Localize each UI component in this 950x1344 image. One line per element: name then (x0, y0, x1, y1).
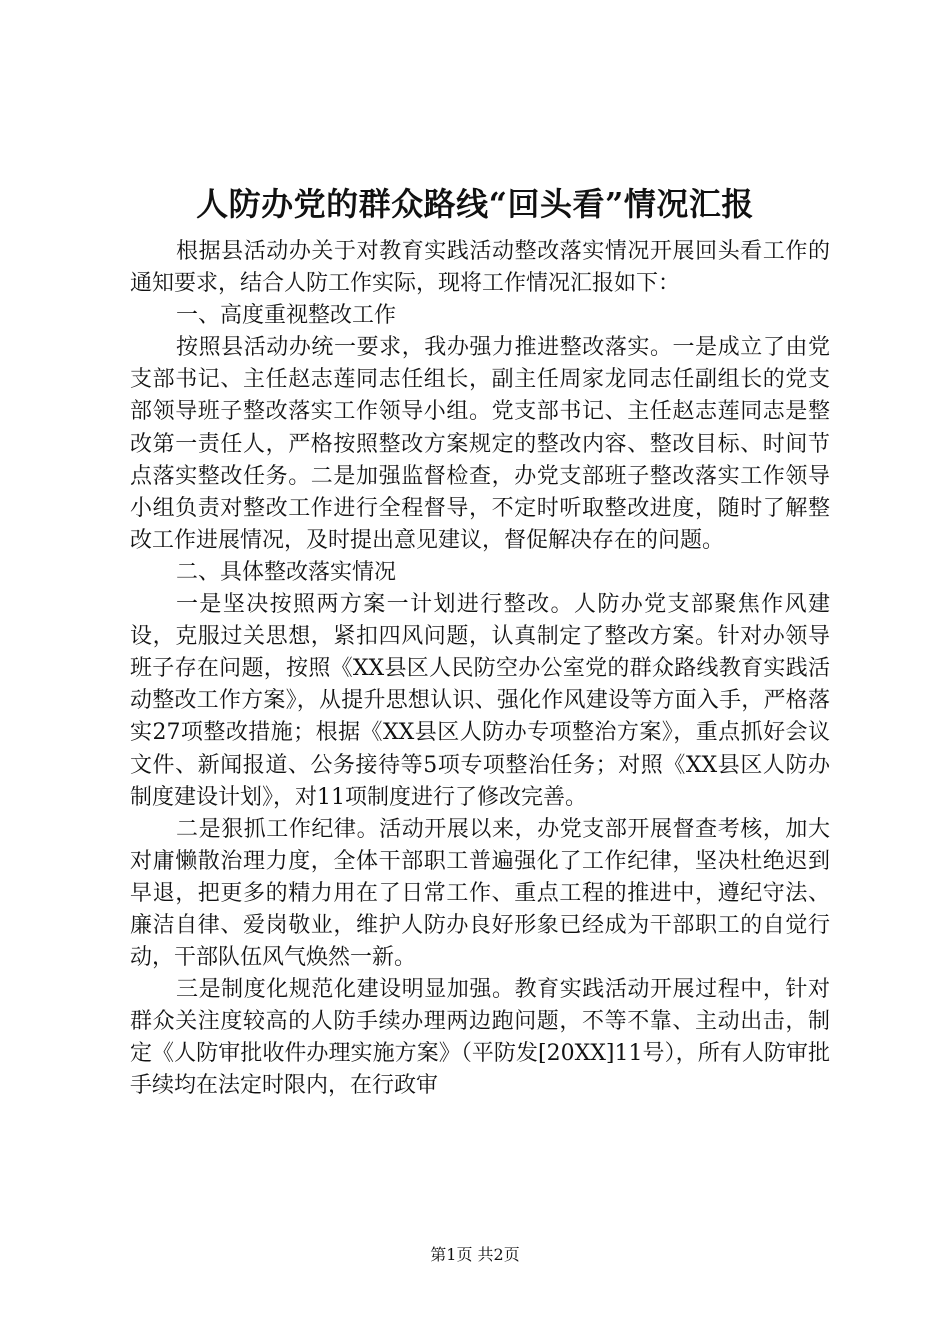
section-heading-1: 一、高度重视整改工作 (176, 303, 397, 329)
document-title: 人防办党的群众路线“回头看”情况汇报 (196, 185, 754, 223)
section-2-paragraph-1: 一是坚决按照两方案一计划进行整改。人防办党支部聚焦作风建设，克服过关思想，紧扣四风问题，认真制定了整改方案。针对办领导班子存在问题，按照《XX县区人民防空办公室党的群众路线教育实践活动整改工作方案》，从提升思想认识、强化作风建设等方面入手，严格落实27项整改措施；根据《XX县区人防办专项整治方案》，重点抓好会议文件、新闻报道、公务接待等5项专项整治任务；对照《XX县区人防办制度建设计划》，对11项制度进行了修改完善。 (130, 592, 830, 810)
section-1-paragraph: 按照县活动办统一要求，我办强力推进整改落实。一是成立了由党支部书记、主任赵志莲同志任组长，副主任周家龙同志任副组长的党支部领导班子整改落实工作领导小组。党支部书记、主任赵志莲同志是整改第一责任人，严格按照整改方案规定的整改内容、整改目标、时间节点落实整改任务。二是加强监督检查，办党支部班子整改落实工作领导小组负责对整改工作进行全程督导，不定时听取整改进度，随时了解整改工作进展情况，及时提出意见建议，督促解决存在的问题。 (130, 335, 830, 553)
intro-paragraph: 根据县活动办关于对教育实践活动整改落实情况开展回头看工作的通知要求，结合人防工作实际，现将工作情况汇报如下： (130, 239, 830, 297)
section-2-paragraph-3: 三是制度化规范化建设明显加强。教育实践活动开展过程中，针对群众关注度较高的人防手续办理两边跑问题，不等不靠、主动出击，制定《人防审批收件办理实施方案》（平防发[20XX]11号），所有人防审批手续均在法定时限内，在行政审 (130, 977, 830, 1099)
document-body (130, 236, 830, 1103)
section-2-paragraph-2: 二是狠抓工作纪律。活动开展以来，办党支部开展督查考核，加大对庸懒散治理力度，全体干部职工普遍强化了工作纪律，坚决杜绝迟到早退，把更多的精力用在了日常工作、重点工程的推进中，遵纪守法、廉洁自律、爱岗敬业，维护人防办良好形象已经成为干部职工的自觉行动，干部队伍风气焕然一新。 (130, 816, 830, 971)
page-footer: 第1页 共2页 (430, 1245, 520, 1264)
section-heading-2: 二、具体整改落实情况 (176, 559, 397, 585)
